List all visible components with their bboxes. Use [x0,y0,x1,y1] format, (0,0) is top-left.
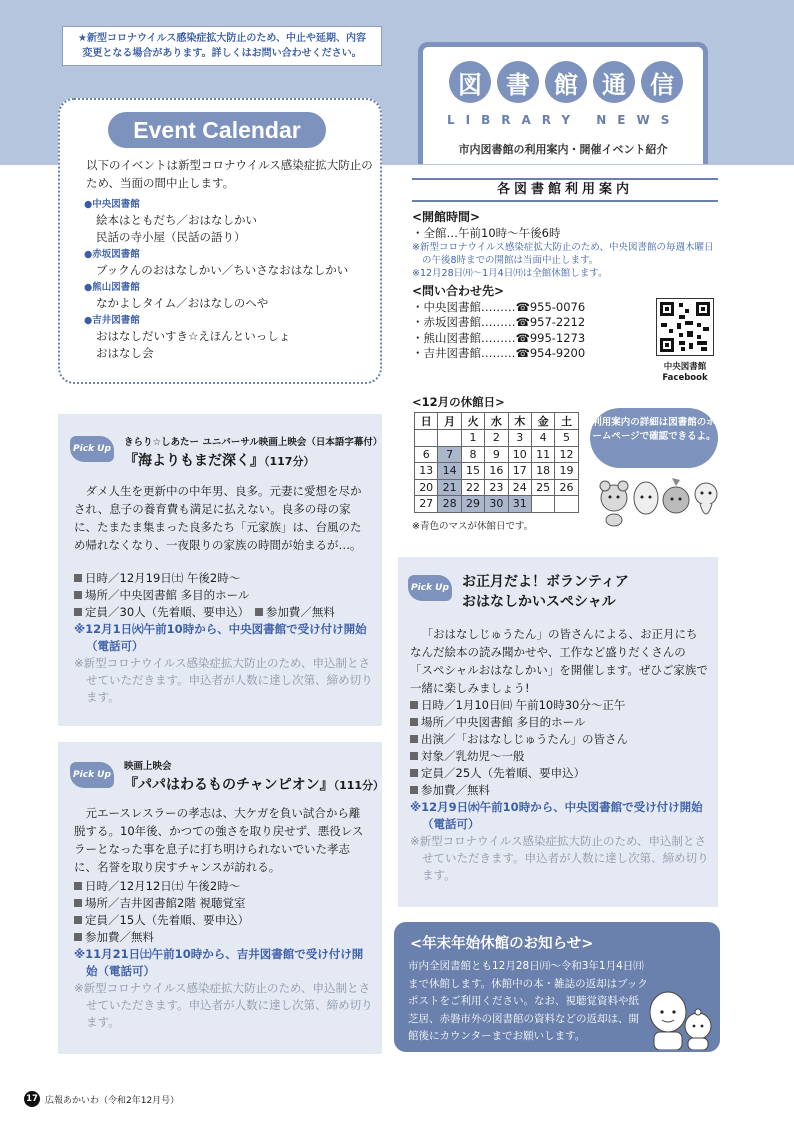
event-description: 「おはなしじゅうたん」の皆さんによる、お正月にちなんだ絵本の読み聞かせや、工作など盛りだくさんの「スペシャルおはなしかい」を開催します。ぜひご家族で一緒に楽しみましょう! [410,627,708,695]
calendar-header: 木 [508,413,531,430]
calendar-day: 10 [508,446,531,463]
contact-line: ・赤坂図書館………☎957-2212 [412,315,586,329]
event-details: 日時／1月10日㈰ 午前10時30分～正午 場所／中央図書館 多目的ホール 出演／「おはなしじゅうたん」の皆さん 対象／乳幼児～一般 定員／25人（先着順、要申込） 参加費／無料 ※12月9日㈬午前10時から、中央図書館で受け付け開始（電話可） ※新型コロナウイルス感染症拡大防止のため、申込制とさせていただきます。申込者が人数に達し次第、締め切ります。 [410,698,709,882]
calendar-day [438,430,461,447]
calendar-week [415,463,579,480]
contact-line: ・中央図書館………☎955-0076 [412,299,586,314]
hours-note: ※新型コロナウイルス感染症拡大防止のため、中央図書館の毎週木曜日の午後8時までの開館は当面中止します。 [412,242,714,266]
calendar-day: 4 [531,430,554,447]
masthead-subtitle: 市内図書館の利用案内・開催イベント紹介 [458,143,668,156]
pickup-badge: Pick Up [70,762,114,788]
branch-name: ●吉井図書館 [84,315,140,326]
calendar-day: 13 [415,463,438,480]
masthead-char: 通 [593,61,635,103]
calendar-day [415,430,438,447]
contact-line: ・熊山図書館………☎995-1273 [412,330,586,345]
pickup-badge: Pick Up [70,436,114,462]
event-list [84,196,374,362]
calendar-header: 水 [485,413,508,430]
event-item: ブックんのおはなしかい／ちいさなおはなしかい [96,263,349,277]
pickup-badge: Pick Up [408,575,452,601]
event-title: 『海よりもまだ深く』（117分） [124,453,315,469]
calendar-week [415,479,579,496]
calendar-title: <12月の休館日> [412,395,505,409]
calendar-week [415,430,579,447]
event-subtitle: 映画上映会 [124,761,172,772]
calendar-day: 1 [461,430,484,447]
calendar-day: 23 [485,479,508,496]
calendar-day: 20 [415,479,438,496]
masthead-char: 図 [449,61,491,103]
calendar-week [415,446,579,463]
calendar-day: 28 [438,496,461,513]
notice-body: 市内全図書館とも12月28日㈪～令和3年1月4日㈪まで休館します。休館中の本・雑誌の返却はブックポストをご利用ください。なお、視聴覚資料や紙芝居、赤磐市外の図書館の資料などの返却は、開館後にカウンターまでお願いします。 [408,960,648,1042]
qr-code-icon[interactable] [656,298,714,356]
pickup-movie-1 [58,414,382,726]
speech-bubble: 利用案内の詳細は図書館のホームページで確認できるよ。 [590,408,718,468]
branch-name: ●赤坂図書館 [84,249,140,260]
masthead [418,42,708,164]
event-item: なかよしタイム／おはなしのへや [96,296,269,310]
page-number: 17 [24,1091,40,1107]
contact-line: ・吉井図書館………☎954-9200 [412,346,586,360]
calendar-day: 17 [508,463,531,480]
calendar-header: 日 [415,413,438,430]
pickup-volunteer-storytime [398,557,718,907]
calendar-day: 31 [508,496,531,513]
calendar-header: 月 [438,413,461,430]
calendar-day: 25 [531,479,554,496]
page-footer [24,1091,179,1107]
hours-heading: <開館時間> [412,210,481,224]
calendar-day: 5 [555,430,578,447]
calendar-day: 24 [508,479,531,496]
calendar-day: 21 [438,479,461,496]
calendar-week [415,496,579,513]
event-item: 絵本はともだち／おはなしかい [96,213,257,227]
event-details: 日時／12月19日㈯ 午後2時～ 場所／中央図書館 多目的ホール 定員／30人（先着順、要申込） 参加費／無料 ※12月1日㈫午前10時から、中央図書館で受け付け開始（電話可） ※新型コロナウイルス感染症拡大防止のため、申込制とさせていただきます。申込者が人数に達し次第、締め切ります。 [74,571,373,704]
calendar-day: 22 [461,479,484,496]
calendar-day [531,496,554,513]
notice-title: <年末年始休館のお知らせ> [410,936,594,952]
calendar-day: 9 [485,446,508,463]
calendar-day: 7 [438,446,461,463]
calendar-day: 18 [531,463,554,480]
notice-top [62,26,382,66]
event-title: 『パパはわるものチャンピオン』（111分） [124,777,385,793]
masthead-char: 館 [545,61,587,103]
event-item: 民話の寺小屋（民話の語り） [96,230,246,244]
masthead-char: 信 [641,61,683,103]
new-year-closure-notice [394,922,720,1052]
family-illustration-icon [642,986,718,1050]
guide-header: 各図書館利用案内 [412,178,718,202]
contact-heading: <問い合わせ先> [412,284,505,298]
calendar-header: 金 [531,413,554,430]
calendar-day: 2 [485,430,508,447]
calendar-day [555,496,578,513]
event-intro: 以下のイベントは新型コロナウイルス感染症拡大防止のため、当面の間中止します。 [86,158,373,190]
calendar-note: ※青色のマスが休館日です。 [412,521,534,532]
masthead-english: LIBRARY NEWS [447,113,681,127]
calendar-day: 8 [461,446,484,463]
calendar-day: 19 [555,463,578,480]
calendar-day: 27 [415,496,438,513]
event-subtitle: きらり☆しあたー ユニバーサル映画上映会（日本語字幕付） [124,437,383,448]
calendar-day: 30 [485,496,508,513]
calendar-day: 6 [415,446,438,463]
notice-line: 変更となる場合があります。詳しくはお問い合わせください。 [82,48,362,59]
calendar-header-row [415,413,579,430]
event-item: おはなし会 [96,346,154,360]
calendar-day: 3 [508,430,531,447]
hours-note: ※12月28日㈪～1月4日㈪は全館休館します。 [412,268,608,279]
calendar-day: 29 [461,496,484,513]
pickup-movie-2 [58,742,385,1054]
mascot-characters-icon [596,472,724,528]
qr-label: 中央図書館 Facebook [662,362,708,383]
event-calendar-title: Event Calendar [108,112,326,148]
calendar-day: 11 [531,446,554,463]
event-description: 元エースレスラーの孝志は、大ケガを負い試合から離脱する。10年後、かつての強さを取り戻せず、悪役レスラーとなった事を息子に打ち明けられないでいた孝志に、名誉を取り戻すチャンスが訪れる。 [74,806,364,874]
calendar-day: 14 [438,463,461,480]
event-item: おはなしだいすき☆えほんといっしょ [96,329,291,343]
calendar-day: 15 [461,463,484,480]
publication-name: 広報あかいわ（令和2年12月号） [45,1095,180,1106]
masthead-char: 書 [497,61,539,103]
event-title: おはなしかいスペシャル [462,594,616,610]
event-calendar [58,98,382,384]
calendar-day: 16 [485,463,508,480]
event-description: ダメ人生を更新中の中年男、良多。元妻に愛想を尽かされ、息子の養育費も満足に払えない。良多の母の家に、たまたま集まった良多たち「元家族」は、台風のため帰れなくなり、一夜限りの家族の時間が始まるが…。 [74,484,362,552]
masthead-title [449,61,683,103]
event-title: お正月だよ！ボランティア [462,574,629,590]
branch-name: ●熊山図書館 [84,282,140,293]
closed-days-calendar [414,412,579,513]
notice-line: ★新型コロナウイルス感染症拡大防止のため、中止や延期、内容 [78,33,366,44]
calendar-header: 土 [555,413,578,430]
calendar-day: 26 [555,479,578,496]
hours-text: ・全館…午前10時～午後6時 [412,225,561,240]
calendar-day: 12 [555,446,578,463]
branch-name: ●中央図書館 [84,199,140,210]
calendar-header: 火 [461,413,484,430]
event-details: 日時／12月12日㈯ 午後2時～ 場所／吉井図書館2階 視聴覚室 定員／15人（先着順、要申込） 参加費／無料 ※11月21日㈯午前10時から、吉井図書館で受け付け開始（電話可） ※新型コロナウイルス感染症拡大防止のため、申込制とさせていただきます。申込者が人数に達し次第、締め切ります。 [74,879,373,1029]
